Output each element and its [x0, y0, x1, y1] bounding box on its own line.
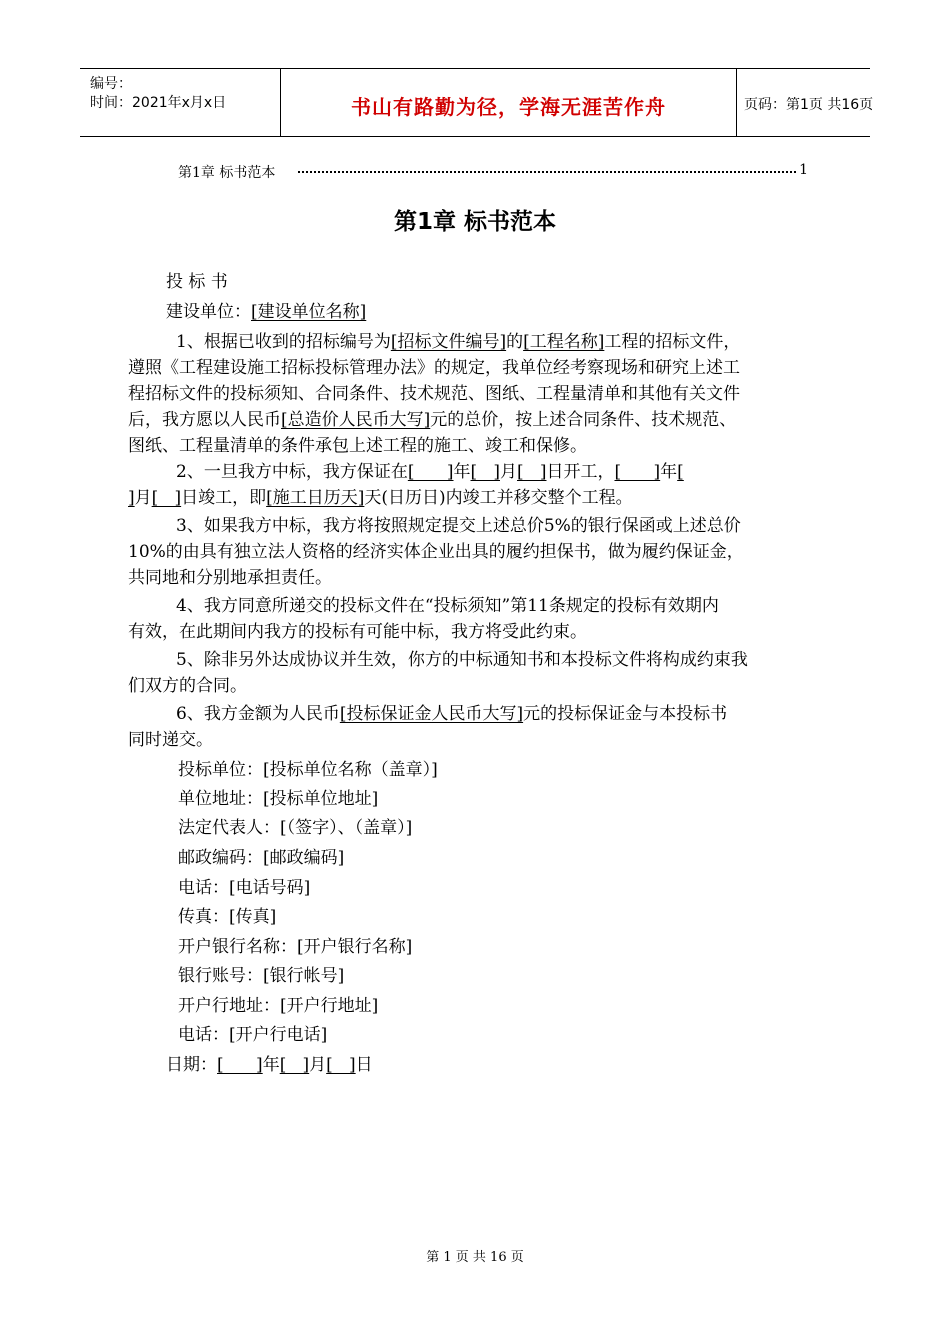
- field-bidder-name: 投标单位：[投标单位名称（盖章）]: [178, 760, 438, 780]
- field-bidder-address: 单位地址：[投标单位地址]: [178, 789, 379, 809]
- header-motto: 书山有路勤为径，学海无涯苦作舟: [351, 95, 666, 119]
- date-text: 月: [309, 1055, 327, 1075]
- field-bank-name: 开户银行名称：[开户银行名称]: [178, 937, 413, 957]
- date-year-field: [ ]: [217, 1055, 263, 1075]
- end-month-field: ]: [128, 488, 135, 508]
- p2-text: 年: [453, 462, 471, 482]
- page-footer: 第 1 页 共 16 页: [426, 1250, 524, 1265]
- construction-days-field: [施工日历天]: [266, 488, 365, 508]
- p1-line-5: 图纸、工程量清单的条件承包上述工程的施工、竣工和保修。: [128, 436, 587, 456]
- header-page-info: 页码：第1页 共16页: [744, 97, 874, 113]
- p6-line-1: [176, 702, 727, 726]
- field-bank-address: 开户行地址：[开户行地址]: [178, 996, 379, 1016]
- date-day-field: [ ]: [326, 1055, 356, 1075]
- toc-leader-dots: [298, 171, 796, 173]
- builder-line: [166, 300, 366, 324]
- project-name-field: [工程名称]: [523, 332, 605, 352]
- page-header: [80, 68, 874, 137]
- field-fax: 传真：[传真]: [178, 907, 277, 927]
- p4-line-2: 有效，在此期间内我方的投标有可能中标，我方将受此约束。: [128, 622, 587, 642]
- date-line: [166, 1053, 373, 1077]
- date-label: 日期：: [166, 1055, 217, 1075]
- p2-text: 日竣工，即: [181, 488, 267, 508]
- field-postcode: 邮政编码：[邮政编码]: [178, 848, 345, 868]
- chapter-title: 第1章 标书范本: [393, 209, 556, 235]
- start-day-field: [ ]: [517, 462, 547, 482]
- p3-line-2: 10%的由具有独立法人资格的经济实体企业出具的履约担保书，做为履约保证金，: [128, 542, 744, 562]
- header-motto-cell: [280, 69, 737, 136]
- p1-text: 的: [506, 332, 524, 352]
- builder-value: [建设单位名称]: [251, 302, 367, 322]
- p1-text: 1、根据已收到的招标编号为: [176, 332, 391, 352]
- field-bank-account: 银行账号：[银行帐号]: [178, 966, 345, 986]
- p6-line-2: 同时递交。: [128, 730, 213, 750]
- p1-line-4: [128, 408, 736, 432]
- field-bank-phone: 电话：[开户行电话]: [178, 1025, 328, 1045]
- p1-line-3: 程招标文件的投标须知、合同条件、技术规范、图纸、工程量清单和其他有关文件: [128, 384, 740, 404]
- header-meta: [80, 69, 280, 136]
- toc-entry[interactable]: [178, 162, 808, 184]
- end-day-field: [ ]: [151, 488, 182, 508]
- p1-text: 后，我方愿以人民币: [128, 410, 281, 430]
- p3-line-3: 共同地和分别地承担责任。: [128, 568, 332, 588]
- start-month-field: [ ]: [470, 462, 500, 482]
- p2-text: 年: [660, 462, 678, 482]
- date-text: 年: [262, 1055, 280, 1075]
- builder-label: 建设单位：: [166, 302, 251, 322]
- p2-text: 日开工，: [546, 462, 615, 482]
- start-year-field: [ ]: [407, 462, 454, 482]
- end-month-field: [: [677, 462, 684, 482]
- p1-line-1: [176, 330, 740, 354]
- toc-entry-title: 第1章 标书范本: [178, 162, 277, 182]
- p2-text: 2、一旦我方中标，我方保证在: [176, 462, 408, 482]
- p2-line-2: [128, 486, 633, 510]
- document-time: 时间：2021年x月x日: [90, 95, 227, 111]
- p2-line-1: [176, 460, 684, 484]
- bid-bond-field: [投标保证金人民币大写]: [339, 704, 524, 724]
- p4-line-1: 4、我方同意所递交的投标文件在“投标须知”第11条规定的投标有效期内: [176, 596, 719, 616]
- p1-text: 工程的招标文件，: [604, 332, 741, 352]
- field-phone: 电话：[电话号码]: [178, 878, 311, 898]
- tender-number-field: [招标文件编号]: [390, 332, 507, 352]
- p2-text: 月: [500, 462, 517, 482]
- field-legal-rep: 法定代表人：[（签字）、（盖章）]: [178, 818, 413, 838]
- p6-text: 6、我方金额为人民币: [176, 704, 340, 724]
- p3-line-1: 3、如果我方中标，我方将按照规定提交上述总价5%的银行保函或上述总价: [176, 516, 741, 536]
- document-number-label: 编号：: [90, 76, 132, 92]
- p2-text: 天(日历日)内竣工并移交整个工程。: [364, 488, 633, 508]
- date-text: 日: [355, 1055, 373, 1075]
- end-year-field: [ ]: [614, 462, 661, 482]
- date-month-field: [ ]: [279, 1055, 310, 1075]
- p6-text: 元的投标保证金与本投标书: [523, 704, 728, 724]
- header-page-cell: [736, 69, 874, 136]
- toc-entry-page: 1: [799, 162, 808, 178]
- p1-text: 元的总价，按上述合同条件、技术规范、: [430, 410, 737, 430]
- total-price-field: [总造价人民币大写]: [281, 410, 431, 430]
- p5-line-1: 5、除非另外达成协议并生效，你方的中标通知书和本投标文件将构成约束我: [176, 650, 748, 670]
- p5-line-2: 们双方的合同。: [128, 676, 247, 696]
- doc-title: 投 标 书: [166, 272, 228, 292]
- p2-text: 月: [134, 488, 152, 508]
- p1-line-2: 遵照《工程建设施工招标投标管理办法》的规定，我单位经考察现场和研究上述工: [128, 358, 740, 378]
